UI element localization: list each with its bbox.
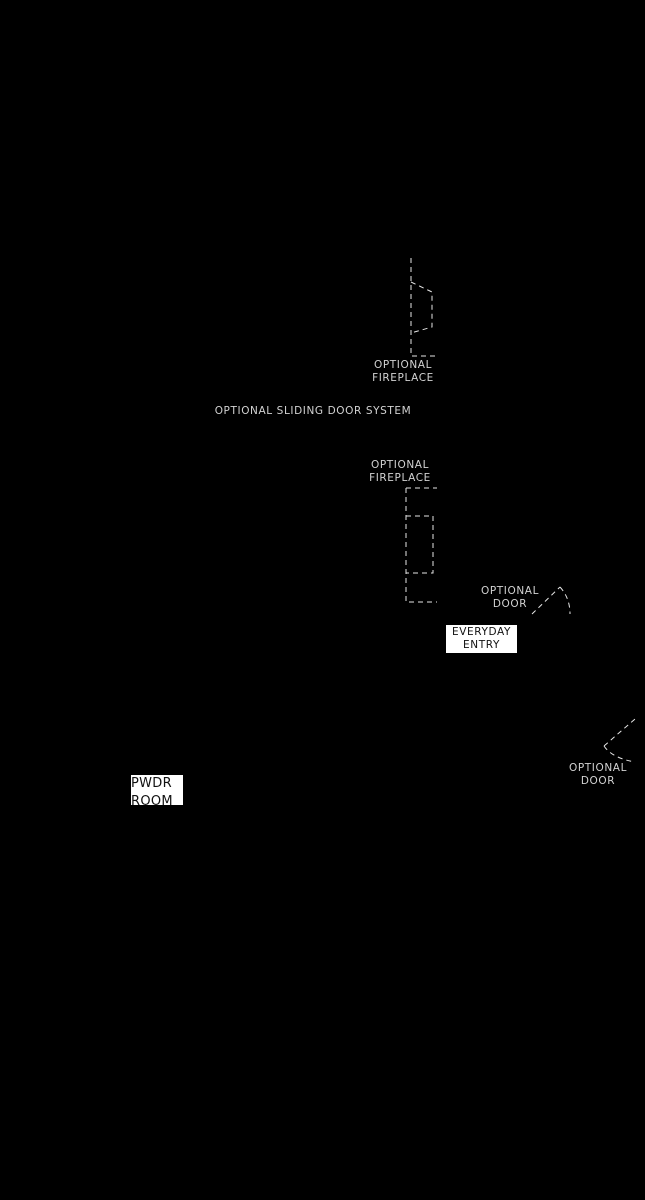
optional-door-label-upper [472,585,548,611]
lower-fireplace-hearth [406,516,433,573]
optional-door-upper-line1: OPTIONAL [480,585,540,597]
optional-fireplace-lower-line1: OPTIONAL [370,459,430,471]
lower-fireplace-outline [406,488,437,602]
powder-room-label [131,775,183,805]
everyday-entry-label [446,625,517,653]
upper-fireplace-outline [411,258,438,356]
optional-fireplace-upper-line2: FIREPLACE [372,372,434,384]
lower-door-arc [604,746,635,762]
optional-fireplace-upper-line1: OPTIONAL [373,359,433,371]
everyday-entry-line2: ENTRY [463,639,500,651]
optional-door-upper-line2: DOOR [492,598,528,610]
optional-door-label-lower [560,762,636,788]
lower-door-leaf [604,719,635,746]
optional-fireplace-lower-line2: FIREPLACE [369,472,431,484]
optional-sliding-door-text: OPTIONAL SLIDING DOOR SYSTEM [214,405,412,417]
everyday-entry-line1: EVERYDAY [452,626,511,638]
upper-door-arc [560,587,570,614]
powder-room-line1: PWDR [131,776,172,791]
upper-fireplace-hearth [411,282,432,333]
optional-fireplace-label-upper [362,359,444,385]
powder-room-line2: ROOM [131,794,173,805]
optional-door-lower-line2: DOOR [580,775,616,787]
optional-door-lower-line1: OPTIONAL [568,762,628,774]
optional-sliding-door-label [200,405,426,418]
optional-fireplace-label-lower [359,459,441,485]
